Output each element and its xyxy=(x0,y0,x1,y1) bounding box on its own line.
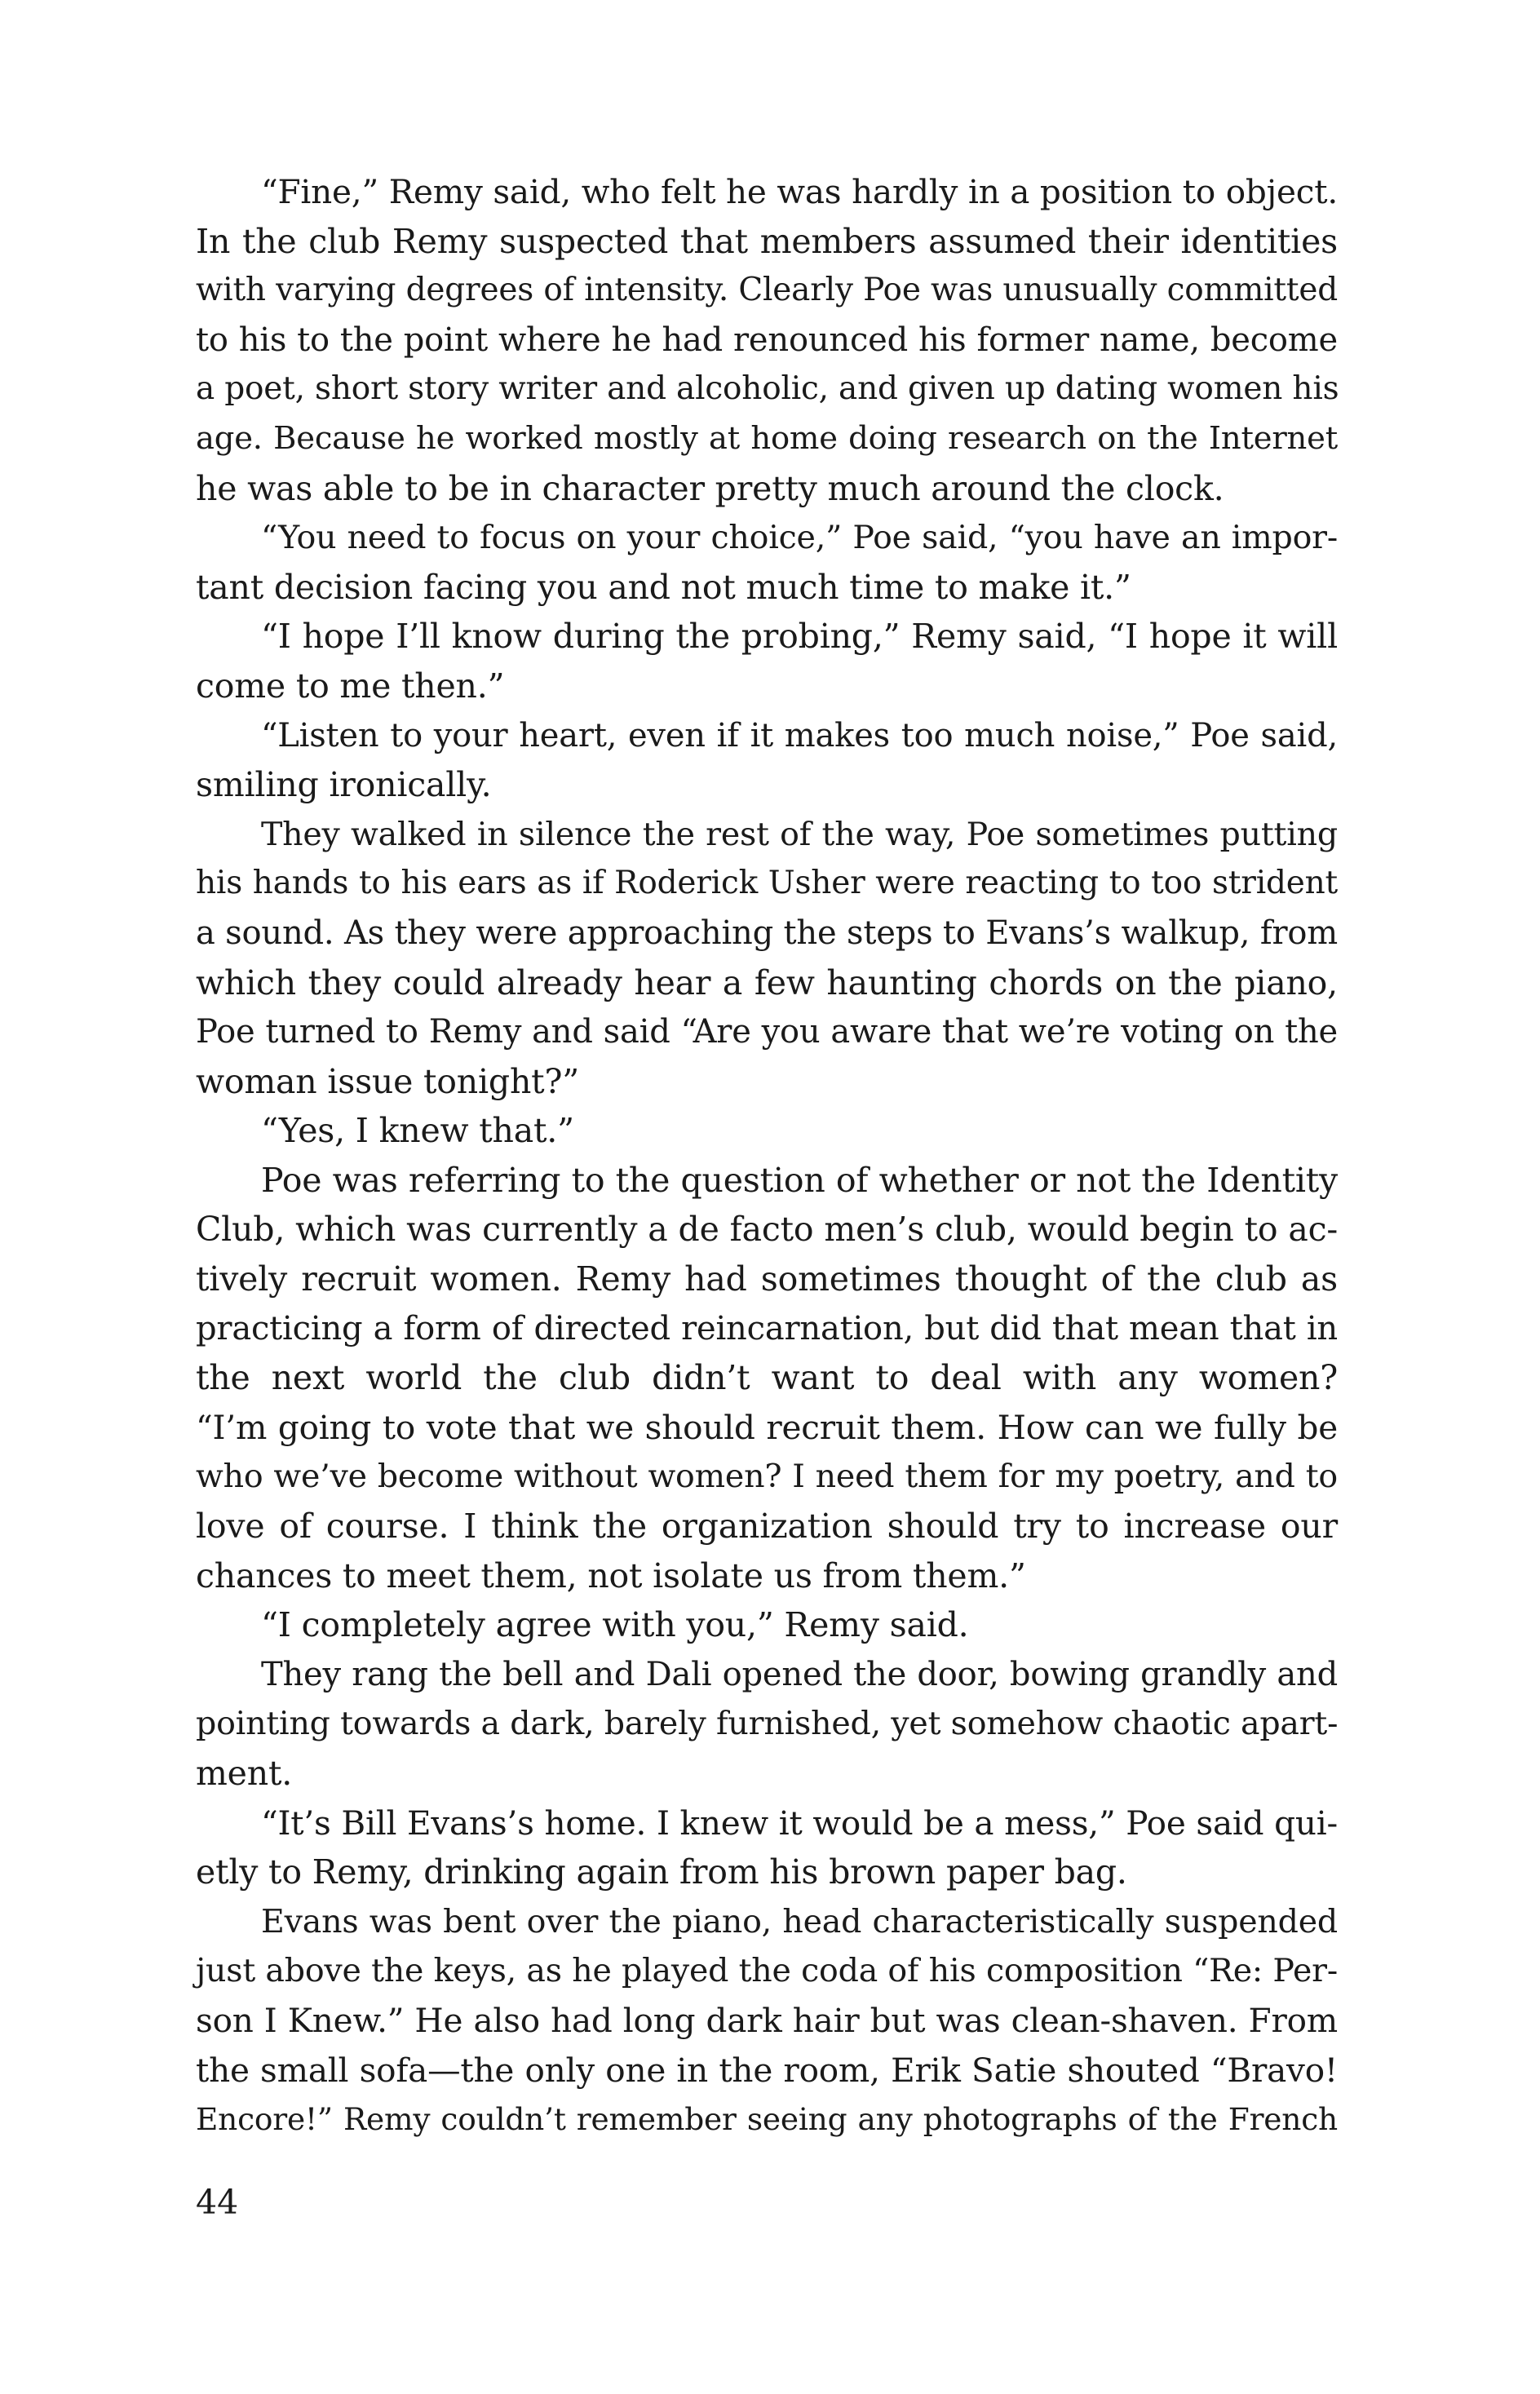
text-line: smiling ironically. xyxy=(196,765,492,805)
page-text-body xyxy=(196,167,1338,2144)
text-line: his hands to his ears as if Roderick Usher were reacting to too strident xyxy=(196,865,1338,902)
text-line: Poe turned to Remy and said “Are you aware that we’re voting on the xyxy=(196,1013,1338,1051)
text-line: woman issue tonight?” xyxy=(196,1061,579,1101)
text-line: to his to the point where he had renounced his former name, become xyxy=(196,321,1338,359)
text-line: come to me then.” xyxy=(196,666,505,706)
text-line: a poet, short story writer and alcoholic, and given up dating women his xyxy=(196,370,1339,408)
text-line: “I completely agree with you,” Remy said. xyxy=(261,1605,969,1645)
text-line: the small sofa—the only one in the room, Erik Satie shouted “Bravo! xyxy=(196,2050,1338,2090)
text-line: tant decision facing you and not much time to make it.” xyxy=(196,567,1131,607)
text-line: They walked in silence the rest of the way, Poe sometimes putting xyxy=(261,815,1338,853)
text-line: Encore!” Remy couldn’t remember seeing any photographs of the French xyxy=(196,2101,1338,2138)
text-line: pointing towards a dark, barely furnished, yet somehow chaotic apart- xyxy=(196,1705,1339,1743)
text-line: son I Knew.” He also had long dark hair but was clean-shaven. From xyxy=(196,2000,1338,2040)
text-line: They rang the bell and Dali opened the door, bowing grandly and xyxy=(261,1655,1338,1693)
text-line: age. Because he worked mostly at home doing research on the Internet xyxy=(196,419,1338,457)
text-line: Poe was referring to the question of whether or not the Identity xyxy=(261,1160,1338,1200)
text-line: ment. xyxy=(196,1754,293,1793)
text-line: chances to meet them, not isolate us from them.” xyxy=(196,1555,1026,1595)
text-line: who we’ve become without women? I need them for my poetry, and to xyxy=(196,1458,1338,1496)
text-line: In the club Remy suspected that members assumed their identities xyxy=(196,221,1338,261)
text-line: tively recruit women. Remy had sometimes thought of the club as xyxy=(196,1259,1338,1299)
text-line: “I hope I’ll know during the probing,” Remy said, “I hope it will xyxy=(261,617,1338,657)
text-line: which they could already hear a few haunting chords on the piano, xyxy=(196,962,1338,1002)
page-number: 44 xyxy=(196,2183,239,2222)
text-line: just above the keys, as he played the coda of his composition “Re: Per- xyxy=(196,1952,1338,1990)
text-line: Club, which was currently a de facto men’s club, would begin to ac- xyxy=(196,1210,1338,1250)
text-line: the next world the club didn’t want to deal with any women? xyxy=(196,1358,1338,1398)
text-line: “Yes, I knew that.” xyxy=(261,1111,574,1151)
text-line: “I’m going to vote that we should recruit them. How can we fully be xyxy=(196,1407,1338,1447)
text-line: “Listen to your heart, even if it makes too much noise,” Poe said, xyxy=(261,716,1338,754)
text-line: practicing a form of directed reincarnation, but did that mean that in xyxy=(196,1309,1338,1347)
text-line: a sound. As they were approaching the steps to Evans’s walkup, from xyxy=(196,914,1338,952)
text-line: “Fine,” Remy said, who felt he was hardly in a position to object. xyxy=(261,172,1338,211)
text-line: “It’s Bill Evans’s home. I knew it would be a mess,” Poe said qui- xyxy=(261,1803,1338,1843)
text-line: with varying degrees of intensity. Clearly Poe was unusually committed xyxy=(196,272,1338,309)
text-line: “You need to focus on your choice,” Poe said, “you have an impor- xyxy=(261,519,1338,557)
text-line: etly to Remy, drinking again from his brown paper bag. xyxy=(196,1852,1127,1892)
text-line: Evans was bent over the piano, head characteristically suspended xyxy=(261,1902,1338,1940)
text-line: love of course. I think the organization should try to increase our xyxy=(196,1507,1338,1547)
text-line: he was able to be in character pretty much around the clock. xyxy=(196,468,1224,508)
